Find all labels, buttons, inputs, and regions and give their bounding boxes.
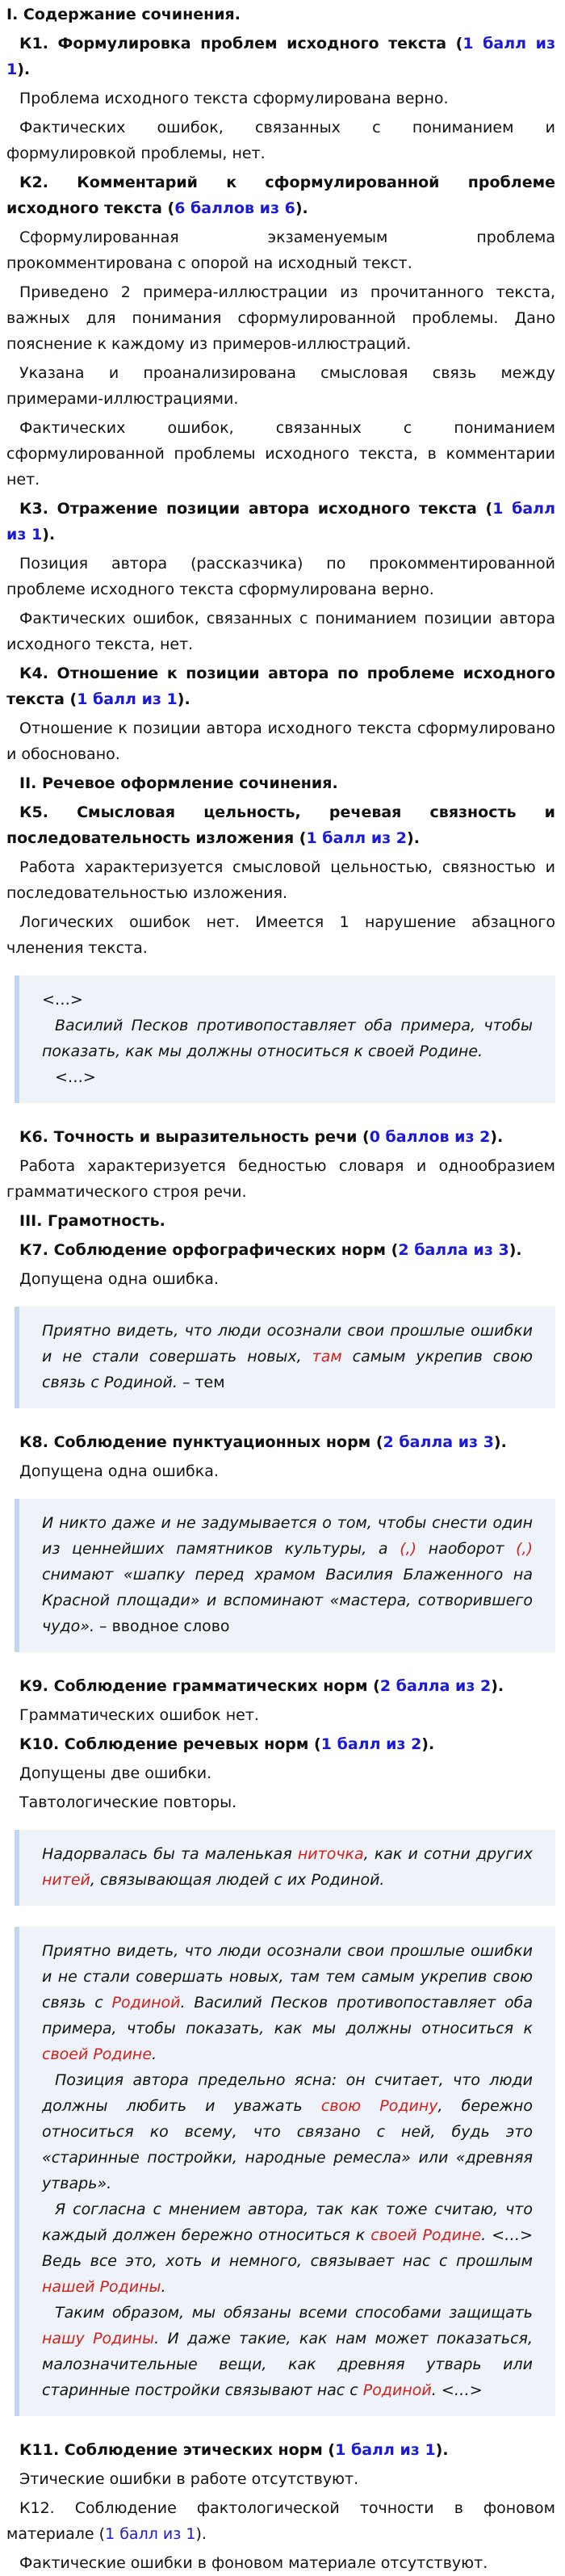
k5-quote [15,975,555,1103]
k3-paragraph: Фактических ошибок, связанных с пониманием позиции автора исходного текста, нет. [6,610,555,653]
k9-score: 2 балла из 2 [379,1677,492,1695]
error-highlight: нашу Родины [42,2330,155,2347]
k10-quote-2 [15,1927,555,2416]
quote-ellipsis: <…> [55,1068,96,1086]
error-highlight: (,) [516,1540,533,1558]
k11-close: ). [435,2441,449,2459]
quote-fragment: , бережно относиться ко всему, что связано с ней, будь это «старинные постройки, народные ремесла» или «древняя утварь». [42,2097,533,2192]
k4-paragraph: Отношение к позиции автора исходного текста сформулировано и обосновано. [6,720,555,763]
k1-paragraph: Фактических ошибок, связанных с пониманием и формулировкой проблемы, нет. [6,119,555,162]
quote-text [42,2300,533,2403]
error-highlight: своей Родине [42,2045,153,2063]
k2-heading [6,170,555,221]
k3-close: ). [42,526,56,543]
k3-title: К3. Отражение позиции автора исходного текста ( [19,500,493,518]
k10-title: К10. Соблюдение речевых норм ( [19,1735,321,1753]
k5-score: 1 балл из 2 [306,829,408,847]
k2-paragraph: Сформулированная экзаменуемым проблема прокомментирована с опорой на исходный текст. [6,229,555,272]
quote-fragment: . [161,2278,166,2296]
k9-close: ). [491,1677,504,1695]
k7-title: К7. Соблюдение орфографических норм ( [19,1241,399,1259]
k7-close: ). [508,1241,522,1259]
k10-close: ). [421,1735,435,1753]
section-literacy-heading: III. Грамотность. [19,1212,165,1230]
quote-fragment: наоборот [416,1540,517,1558]
k8-paragraph: Допущена одна ошибка. [19,1462,219,1480]
section-content-heading: I. Содержание сочинения. [6,6,241,23]
k7-quote [15,1307,555,1408]
k10-paragraph: Допущены две ошибки. [19,1764,212,1782]
k4-close: ). [177,690,190,708]
quote-fragment: Я согласна с мнением автора, так как тоже считаю, что каждый должен бережно относиться к [42,2201,533,2244]
error-highlight: нашей Родины [42,2278,161,2296]
k3-paragraph: Позиция автора (рассказчика) по прокомментированной проблеме исходного текста сформулирована верно. [6,555,555,598]
k9-heading [6,1673,555,1699]
k1-title: К1. Формулировка проблем исходного текста ( [19,35,463,52]
k6-title: К6. Точность и выразительность речи ( [19,1128,370,1146]
quote-fragment: самым укрепив свою связь с Родиной. [42,1348,534,1391]
k8-score: 2 балла из 3 [383,1433,494,1451]
quote-text [42,1510,533,1639]
error-highlight: (,) [400,1540,417,1558]
quote-fragment: Таким образом, мы обязаны всеми способами защищать [55,2304,533,2322]
k9-title: К9. Соблюдение грамматических норм ( [19,1677,380,1695]
quote-text: Василий Песков противопоставляет оба примера, чтобы показать, как мы должны относиться к своей Родине. [42,1017,533,1060]
error-highlight: свою Родину [320,2097,438,2115]
k6-heading [6,1124,555,1150]
k5-close: ). [407,829,420,847]
k5-paragraph: Работа характеризуется смысловой цельностью, связностью и последовательностью изложения. [6,858,555,902]
k2-close: ). [295,199,308,217]
k4-score: 1 балл из 1 [77,690,178,708]
quote-fragment: Позиция автора предельно ясна: он считает, что люди должны любить и уважать [42,2071,533,2115]
section-speech-heading: II. Речевое оформление сочинения. [19,774,338,792]
quote-fragment: . И даже такие, как нам может показаться, малозначительные вещи, как древняя утварь или старинные постройки связывают нас с [42,2330,533,2399]
k11-paragraph: Этические ошибки в работе отсутствуют. [19,2470,359,2488]
k10-paragraph: Тавтологические повторы. [19,1794,237,1811]
k11-title: К11. Соблюдение этических норм ( [19,2441,336,2459]
error-highlight: ниточка [297,1845,364,1863]
k11-score: 1 балл из 1 [335,2441,436,2459]
k1-paragraph: Проблема исходного текста сформулирована верно. [19,90,449,107]
k5-paragraph: Логических ошибок нет. Имеется 1 нарушение абзацного членения текста. [6,913,555,957]
k6-paragraph: Работа характеризуется бедностью словаря и однообразием грамматического строя речи. [6,1157,555,1201]
k3-heading [6,496,555,548]
k7-paragraph: Допущена одна ошибка. [19,1270,219,1288]
k2-title: К2. Комментарий к сформулированной проблеме исходного текста ( [6,174,555,217]
k2-paragraph: Фактических ошибок, связанных с пониманием сформулированной проблемы исходного текста, в комментарии нет. [6,419,555,489]
quote-text [42,1938,533,2067]
k12-heading [6,2495,555,2547]
k10-quote-1 [15,1830,555,1906]
k6-close: ). [490,1128,504,1146]
correction-note: – тем [177,1374,225,1391]
k12-score: 1 балл из 1 [105,2525,196,2543]
error-highlight: там [312,1348,342,1366]
k6-score: 0 баллов из 2 [369,1128,491,1146]
k2-score: 6 баллов из 6 [174,199,295,217]
quote-text [42,1318,533,1395]
error-highlight: Родиной [111,1994,181,2012]
k1-heading [6,31,555,82]
quote-fragment: Приятно видеть, что люди осознали свои прошлые ошибки и не стали совершать новых, [42,1322,533,1366]
quote-fragment: , связывающая людей с их Родиной. [90,1871,385,1889]
error-highlight: нитей [42,1871,90,1889]
quote-fragment: . [152,2045,157,2063]
quote-fragment: . Василий Песков противопоставляет оба примера, чтобы показать, как мы должны относиться к [42,1994,533,2037]
k10-score: 1 балл из 2 [320,1735,422,1753]
k4-heading [6,661,555,712]
correction-note: – вводное слово [94,1617,230,1635]
k7-score: 2 балла из 3 [398,1241,509,1259]
k11-heading [6,2437,555,2463]
quote-fragment: , как и сотни других [363,1845,533,1863]
k2-paragraph: Указана и проанализирована смысловая связь между примерами-иллюстрациями. [6,364,555,408]
k8-quote [15,1499,555,1652]
k1-close: ). [17,61,31,78]
quote-fragment: . <…> [431,2381,483,2399]
quote-text [42,1841,533,1893]
quote-ellipsis: <…> [42,991,83,1009]
error-highlight: Родиной [362,2381,432,2399]
k12-title: К12. Соблюдение фактологической точности в фоновом материале ( [6,2499,555,2543]
quote-fragment: Надорвалась бы та маленькая [42,1845,298,1863]
k12-paragraph: Фактические ошибки в фоновом материале отсутствуют. [19,2554,488,2572]
quote-text [42,2067,533,2196]
k9-paragraph: Грамматических ошибок нет. [19,1706,259,1724]
error-highlight: своей Родине [370,2226,482,2244]
k12-close: ). [195,2525,207,2543]
k3-score: 1 балл из 1 [6,500,555,543]
k8-title: К8. Соблюдение пунктуационных норм ( [19,1433,383,1451]
k5-heading [6,799,555,851]
k1-score: 1 балл из 1 [6,35,555,78]
quote-fragment: И никто даже и не задумывается о том, чтобы снести один из ценнейших памятников культуры, а [42,1514,533,1558]
k7-heading [6,1237,555,1263]
k4-title: К4. Отношение к позиции автора по проблеме исходного текста ( [6,665,555,708]
quote-fragment: . <…> Ведь все это, хоть и немного, связывает нас с прошлым [42,2226,534,2270]
k5-title: К5. Смысловая цельность, речевая связность и последовательность изложения ( [6,803,555,847]
quote-fragment: снимают «шапку перед храмом Василия Блаженного на Красной площади» и вспоминают «мастера, сотворившего чудо». [42,1566,533,1635]
k10-heading [6,1731,555,1757]
k8-heading [6,1429,555,1455]
quote-fragment: Приятно видеть, что люди осознали свои прошлые ошибки и не стали совершать новых, там тем самым укрепив свою связь с [42,1942,533,2012]
quote-text [42,2196,533,2300]
k8-close: ). [493,1433,507,1451]
k2-paragraph: Приведено 2 примера-иллюстрации из прочитанного текста, важных для понимания сформулированной проблемы. Дано пояснение к каждому из примеров-иллюстраций. [6,283,555,353]
